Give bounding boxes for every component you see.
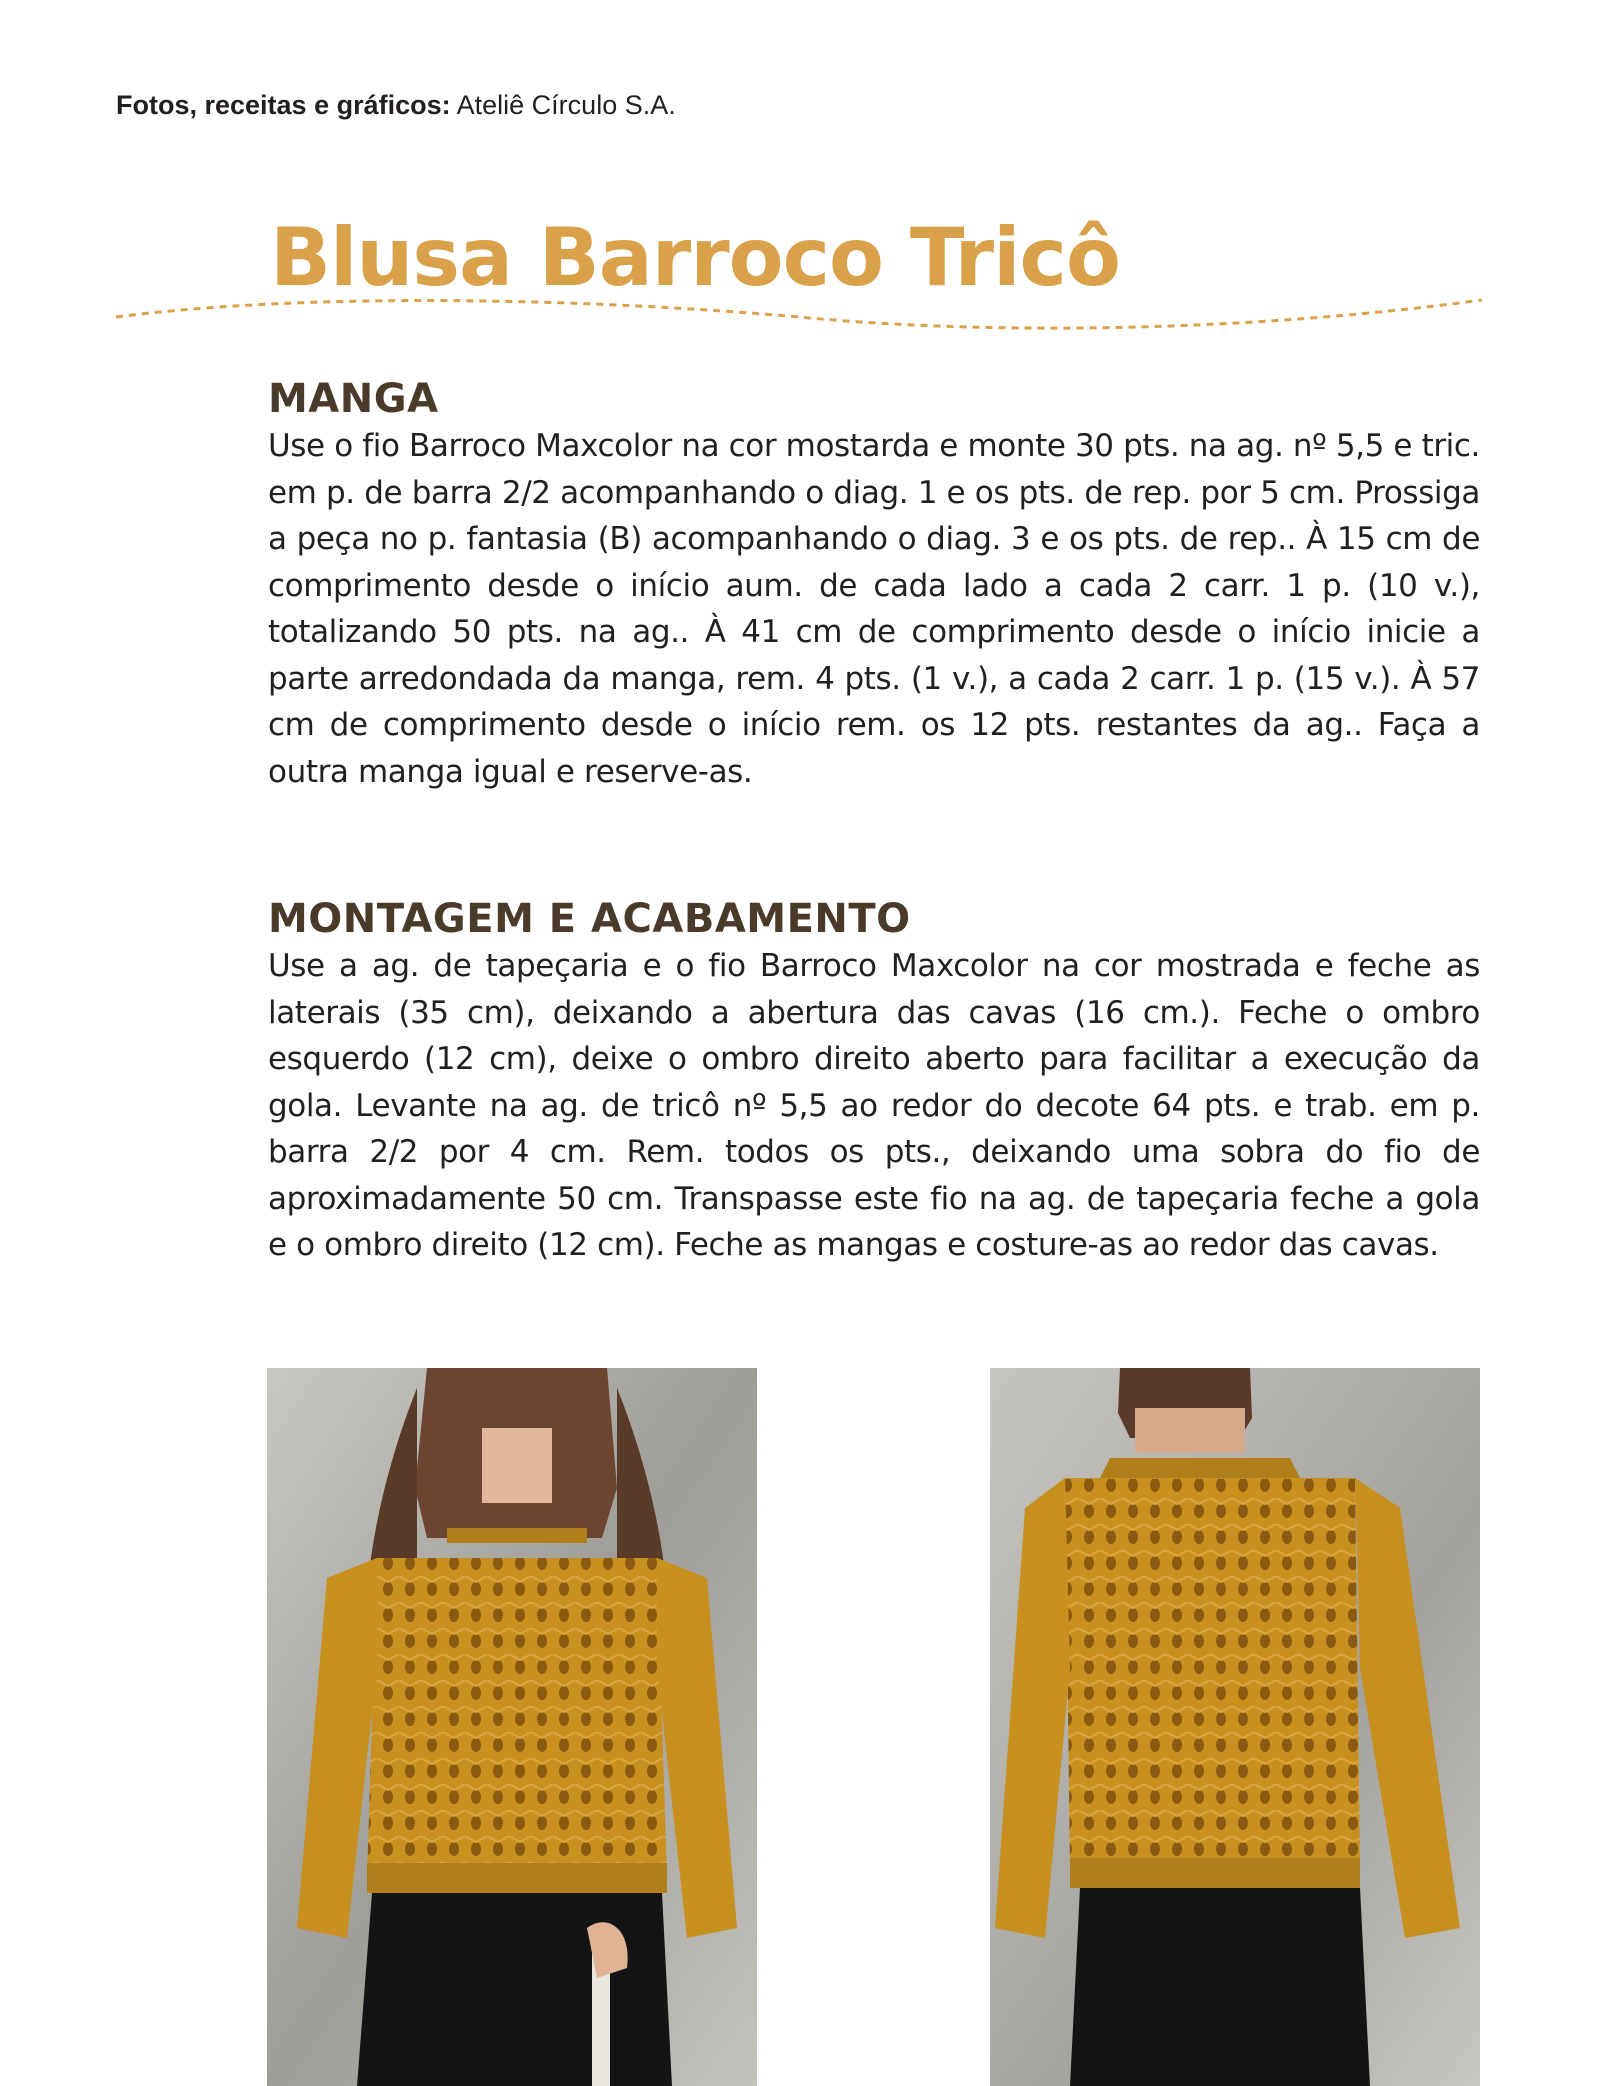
section-body: Use a ag. de tapeçaria e o fio Barroco Maxcolor na cor mostrada e feche as laterais (35 cm), deixando a abertura das cavas (16 cm.). Feche o ombro esquerdo (12 cm), deixe o ombro direito aberto para facilitar a execução da gola. Levante na ag. de tricô nº 5,5 ao redor do decote 64 pts. e trab. em p. barra 2/2 por 4 cm. Rem. todos os pts., deixando uma sobra do fio de aproximadamente 50 cm. Transpasse este fio na ag. de tapeçaria feche a gola e o ombro direito (12 cm). Feche as mangas e costure-as ao redor das cavas. <box>268 948 1480 1263</box>
title-dotted-wave <box>116 300 1482 328</box>
title-banner <box>110 180 1490 350</box>
section-heading: MONTAGEM E ACABAMENTO <box>268 896 911 942</box>
credits-value: Ateliê Círculo S.A. <box>456 90 676 120</box>
section-body: Use o fio Barroco Maxcolor na cor mostarda e monte 30 pts. na ag. nº 5,5 e tric. em p. de barra 2/2 acompanhando o diag. 1 e os pts. de rep. por 5 cm. Prossiga a peça no p. fantasia (B) acompanhando o diag. 3 e os pts. de rep.. À 15 cm de comprimento desde o início aum. de cada lado a cada 2 carr. 1 p. (10 v.), totalizando 50 pts. na ag.. À 41 cm de comprimento desde o início inicie a parte arredondada da manga, rem. 4 pts. (1 v.), a cada 2 carr. 1 p. (15 v.). À 57 cm de comprimento desde o início rem. os 12 pts. restantes da ag.. Faça a outra manga igual e reserve-as. <box>268 428 1480 790</box>
section-heading: MANGA <box>268 376 439 422</box>
section-montagem <box>268 895 1480 1269</box>
credits-label: Fotos, receitas e gráficos: <box>116 90 451 120</box>
photo-credits <box>116 90 676 121</box>
photo-sweater-front <box>267 1368 757 2086</box>
photo-sweater-back <box>990 1368 1480 2086</box>
section-manga <box>268 375 1480 795</box>
page-title: Blusa Barroco Tricô <box>270 211 1120 304</box>
